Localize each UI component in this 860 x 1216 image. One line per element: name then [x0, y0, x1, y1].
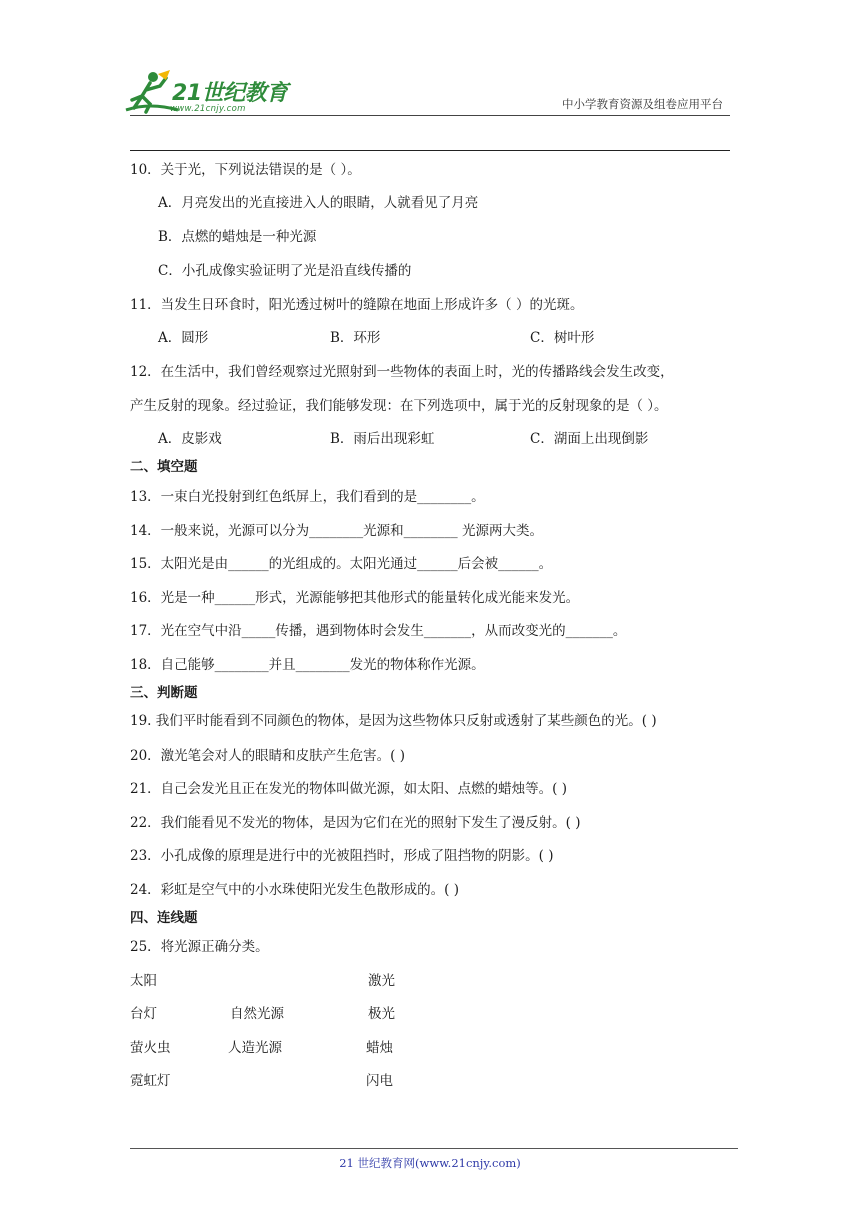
- question-12-line-2: 产生反射的现象。经过验证，我们能够发现：在下列选项中，属于光的反射现象的是（ ）。: [130, 398, 668, 414]
- section-link-heading: 四、连线题: [130, 910, 198, 926]
- question-15: 15．太阳光是由______的光组成的。太阳光通过______后会被______。: [130, 556, 553, 572]
- question-14: 14．一般来说，光源可以分为________光源和________ 光源两大类。: [130, 523, 543, 539]
- question-25: 25．将光源正确分类。: [130, 939, 269, 955]
- question-24: 24．彩虹是空气中的小水珠使阳光发生色散形成的。( ): [130, 882, 460, 898]
- question-10-option-a: A．月亮发出的光直接进入人的眼睛，人就看见了月亮: [158, 195, 479, 211]
- question-20: 20．激光笔会对人的眼睛和皮肤产生危害。( ): [130, 748, 406, 764]
- left-item: 太阳: [130, 973, 157, 989]
- right-item: 极光: [368, 1006, 395, 1022]
- right-item: 蜡烛: [366, 1040, 393, 1056]
- question-11-option-a: A．圆形: [158, 330, 209, 346]
- page-header: [0, 0, 860, 155]
- question-12-option-a: A．皮影戏: [158, 431, 222, 447]
- left-item: 萤火虫: [130, 1040, 171, 1056]
- question-23: 23．小孔成像的原理是进行中的光被阻挡时，形成了阻挡物的阴影。( ): [130, 848, 554, 864]
- question-12-line-1: 12．在生活中，我们曾经观察过光照射到一些物体的表面上时，光的传播路线会发生改变，: [130, 364, 674, 380]
- question-11-option-c: C．树叶形: [530, 330, 595, 346]
- footer-link[interactable]: 21 世纪教育网(www.21cnjy.com): [339, 1156, 521, 1170]
- logo-url: www.21cnjy.com: [170, 104, 246, 114]
- platform-name: 中小学教育资源及组卷应用平台: [562, 97, 723, 111]
- question-22: 22．我们能看见不发光的物体，是因为它们在光的照射下发生了漫反射。( ): [130, 815, 581, 831]
- question-19: 19. 我们平时能看到不同颜色的物体，是因为这些物体只反射或透射了某些颜色的光。( ): [130, 713, 657, 729]
- right-item: 激光: [368, 973, 395, 989]
- question-11-option-b: B．环形: [330, 330, 381, 346]
- question-10-option-c: C．小孔成像实验证明了光是沿直线传播的: [158, 263, 412, 279]
- question-21: 21．自己会发光且正在发光的物体叫做光源，如太阳、点燃的蜡烛等。( ): [130, 781, 568, 797]
- category-item: 人造光源: [228, 1040, 282, 1056]
- left-item: 台灯: [130, 1006, 157, 1022]
- question-17: 17．光在空气中沿_____传播，遇到物体时会发生_______，从而改变光的_______。: [130, 623, 627, 639]
- logo-text: 21世纪教育: [172, 81, 288, 106]
- question-13: 13．一束白光投射到红色纸屏上，我们看到的是________。: [130, 489, 485, 505]
- footer-divider: [130, 1148, 738, 1149]
- section-judge-heading: 三、判断题: [130, 685, 198, 701]
- question-12-option-b: B．雨后出现彩虹: [330, 431, 435, 447]
- header-rule: [130, 150, 730, 151]
- question-10: 10．关于光，下列说法错误的是（ ）。: [130, 162, 361, 178]
- question-10-option-b: B．点燃的蜡烛是一种光源: [158, 229, 317, 245]
- header-divider: [130, 115, 730, 116]
- question-18: 18．自己能够________并且________发光的物体称作光源。: [130, 657, 485, 673]
- question-11: 11．当发生日环食时，阳光透过树叶的缝隙在地面上形成许多（ ）的光斑。: [130, 297, 584, 313]
- section-fill-heading: 二、填空题: [130, 459, 198, 475]
- category-item: 自然光源: [230, 1006, 284, 1022]
- right-item: 闪电: [366, 1073, 393, 1089]
- left-item: 霓虹灯: [130, 1073, 171, 1089]
- question-12-option-c: C．湖面上出现倒影: [530, 431, 649, 447]
- question-16: 16．光是一种______形式，光源能够把其他形式的能量转化成光能来发光。: [130, 590, 580, 606]
